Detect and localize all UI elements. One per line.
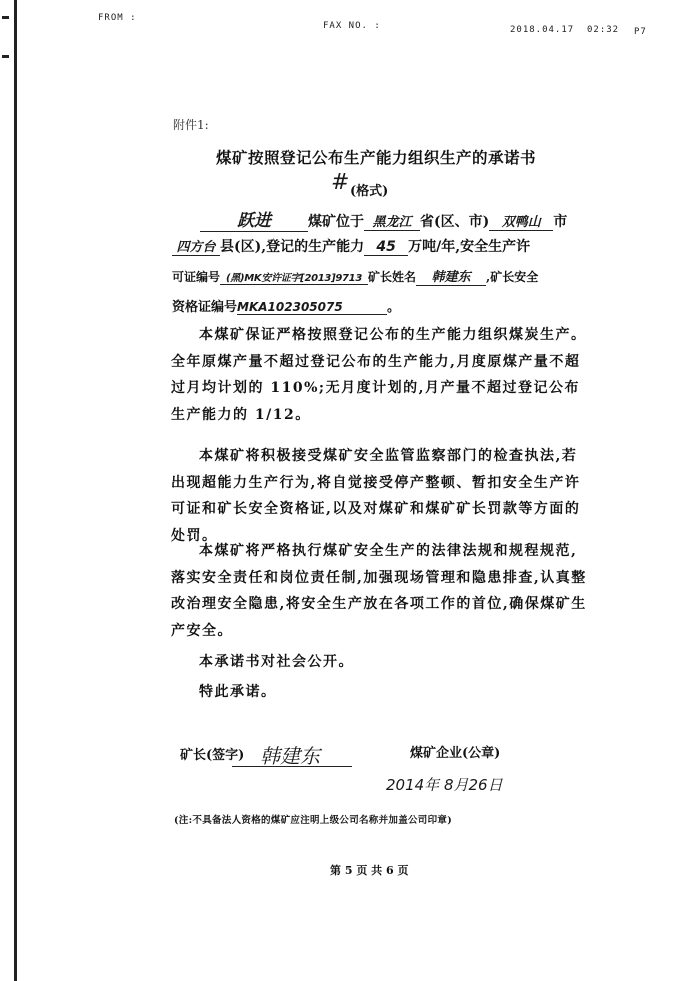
fax-date: 2018.04.17 [510, 25, 575, 35]
cert-prefix: 资格证编号 [172, 300, 238, 315]
document-title: 煤矿按照登记公布生产能力组织生产的承诺书 [216, 148, 537, 167]
province-field: 黑龙江 [364, 211, 420, 231]
county-field: 四方台 [172, 236, 220, 256]
company-seal-label: 煤矿企业(公章) [410, 746, 501, 761]
paragraph-public: 本承诺书对社会公开。 [199, 654, 354, 670]
edge-mark [2, 55, 9, 58]
director-signature-label: 矿长(签字) [180, 748, 245, 763]
form-line-3 [172, 266, 538, 286]
page-number: 第 5 页 共 6 页 [330, 864, 409, 877]
signature-date: 2014年 8月26日 [386, 776, 503, 794]
county-suffix: 县(区),登记的生产能力 [220, 239, 365, 255]
director-signature: 韩建东 [260, 744, 320, 768]
license-prefix: 可证编号 [172, 270, 221, 284]
paragraph-safety: 本煤矿将严格执行煤矿安全生产的法律法规和规程规范,落实安全责任和岗位责任制,加强现场管理和隐患排查,认真整改治理安全隐患,将安全生产放在各项工作的首位,确保煤矿生产安全。 [171, 543, 587, 639]
page-left-edge [14, 0, 17, 981]
footnote: (注:不具备法人资格的煤矿应注明上级公司名称并加盖公司印章) [174, 815, 452, 826]
attachment-label: 附件1: [173, 118, 209, 132]
cert-field: MKA102305075 [237, 300, 387, 315]
paragraph-production-limit: 本煤矿保证严格按照登记公布的生产能力组织煤炭生产。全年原煤产量不超过登记公布的生产能力,月度原煤产量不超过月均计划的 110%;无月度计划的,月产量不超过登记公布生产能力的 1/12。 [171, 327, 587, 423]
fax-time: 02:32 [587, 25, 620, 35]
fax-from: FROM : [98, 13, 137, 23]
cert-suffix: 。 [387, 300, 401, 315]
form-line-2 [172, 236, 530, 256]
paragraph-closing: 特此承诺。 [199, 684, 277, 700]
form-line-1 [200, 206, 567, 232]
fax-number-label: FAX NO. : [323, 21, 381, 31]
director-name-field: 韩建东 [416, 266, 486, 286]
capacity-suffix: 万吨/年,安全生产许 [408, 239, 531, 255]
city-suffix: 市 [553, 214, 568, 230]
edge-mark [2, 16, 9, 19]
director-suffix: ,矿长安全 [486, 270, 539, 284]
province-suffix: 省(区、市) [420, 214, 490, 230]
director-name-label: 矿长姓名 [368, 270, 417, 284]
form-line-4 [172, 296, 400, 315]
mine-location-label: 煤矿位于 [308, 214, 364, 230]
handwritten-hash: # [331, 170, 350, 195]
license-field: (黑)MK安许证字[2013]9713 [220, 269, 368, 285]
document-subtitle: (格式) [350, 184, 389, 199]
mine-name-field: 跃进 [200, 206, 308, 232]
fax-page: P7 [634, 27, 647, 37]
signature-line [232, 766, 352, 767]
capacity-field: 45 [364, 239, 408, 256]
city-field: 双鸭山 [489, 211, 553, 231]
paragraph-penalty: 本煤矿将积极接受煤矿安全监管监察部门的检查执法,若出现超能力生产行为,将自觉接受停产整顿、暂扣安全生产许可证和矿长安全资格证,以及对煤矿和煤矿矿长罚款等方面的处罚。 [171, 448, 581, 544]
